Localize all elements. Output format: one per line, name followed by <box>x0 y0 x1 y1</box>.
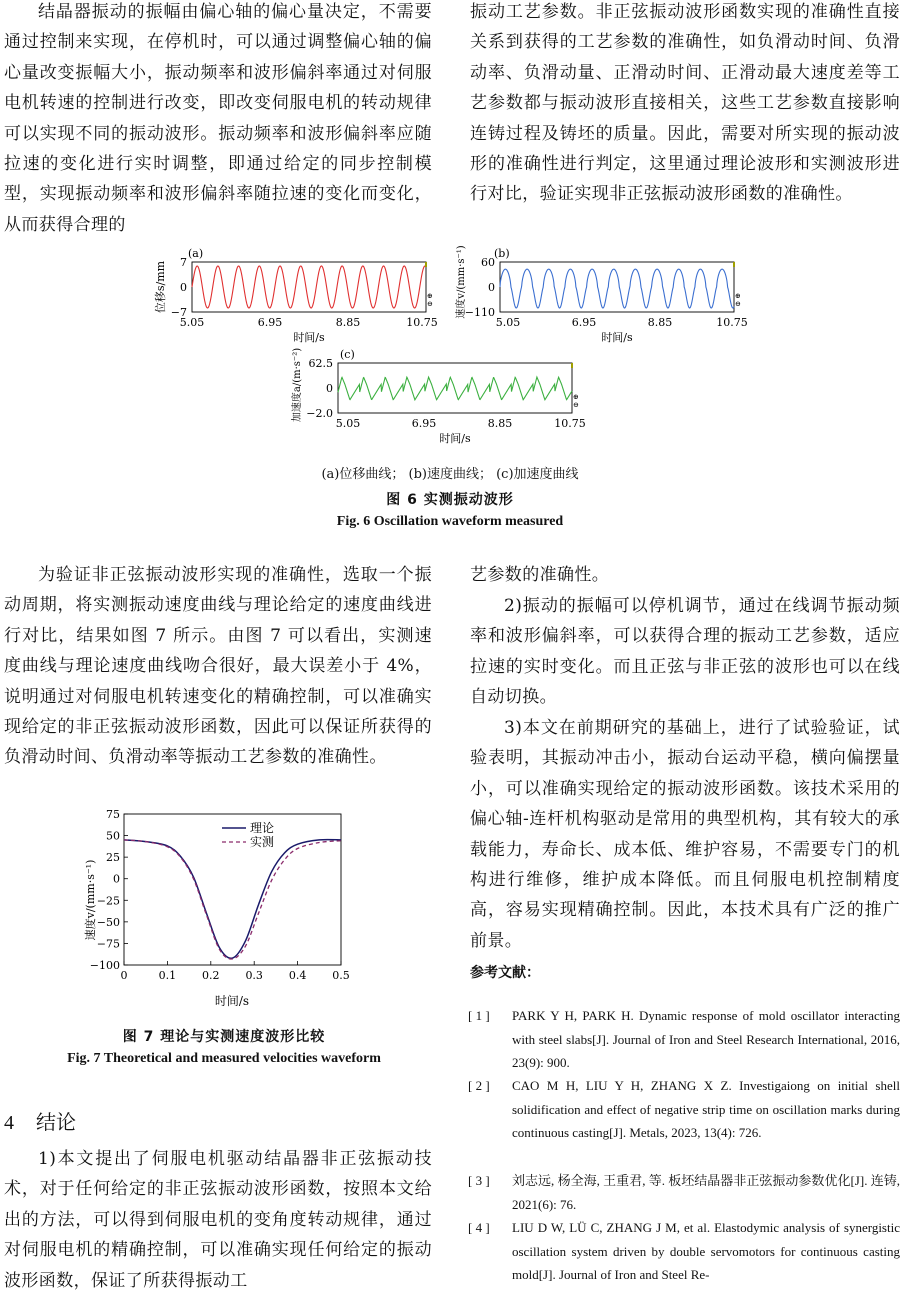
fig7-caption-zh: 图 7 理论与实测速度波形比较 <box>122 1029 326 1045</box>
svg-text:⊖: ⊖ <box>427 300 433 308</box>
fig6-acceleration-curve <box>338 377 572 400</box>
section-heading <box>4 1106 76 1135</box>
fig7-ytick-label: 0 <box>113 872 120 886</box>
fig7-xtick-label: 0.1 <box>158 969 177 982</box>
fig6-c-ytick-mid: 0 <box>326 382 333 395</box>
fig6-a-ylabel: 位移s/mm <box>154 260 167 314</box>
reference-item <box>468 1004 900 1075</box>
fig7-xtick-label: 0.4 <box>288 969 307 982</box>
fig7-xtick-label: 0.5 <box>332 969 350 982</box>
fig6-a-xtick-3: 10.75 <box>406 316 438 329</box>
reference-text: CAO M H, LIU Y H, ZHANG X Z. Investigaiong on initial shell solidification and effect of negative strip time on oscillation marks during continuous casting[J]. Metals, 2023, 13(4): 726. <box>512 1078 900 1141</box>
fig7-ytick-label: 75 <box>106 808 120 821</box>
reference-number: [ 4 ] <box>468 1220 490 1235</box>
fig6-c-xtick-3: 10.75 <box>554 417 586 430</box>
fig7-ytick-label: 25 <box>106 851 120 865</box>
fig6-panel-b <box>454 245 748 344</box>
fig7-caption-en: Fig. 7 Theoretical and measured velocities waveform <box>67 1051 381 1066</box>
fig6-a-xtick-2: 8.85 <box>335 316 361 329</box>
fig7-xlabel: 时间/s <box>214 994 250 1008</box>
fig6-displacement-curve <box>192 266 426 308</box>
svg-text:⊕: ⊕ <box>573 393 579 401</box>
fig6-panel-c-label: (c) <box>340 348 355 361</box>
reference-number: [ 1 ] <box>468 1008 490 1023</box>
fig7-ytick-label: −25 <box>96 894 120 908</box>
fig6-c-ytick-top: 62.5 <box>308 357 333 370</box>
reference-number: [ 3 ] <box>468 1173 490 1188</box>
fig6-a-ytick-bot: −7 <box>170 306 187 319</box>
fig7-ytick-label: −75 <box>96 937 120 951</box>
reference-text: PARK Y H, PARK H. Dynamic response of mold oscillator interacting with steel slabs[J]. Journal of Iron and Steel Research International, 2016, 23(9): 900. <box>512 1008 900 1071</box>
fig6-a-xtick-0: 5.05 <box>179 316 205 329</box>
fig6-c-xtick-0: 5.05 <box>335 417 361 430</box>
reference-item <box>468 1074 900 1145</box>
svg-text:⊖: ⊖ <box>573 401 579 409</box>
fig6-caption-en: Fig. 6 Oscillation waveform measured <box>336 514 564 529</box>
fig6-b-xtick-0: 5.05 <box>495 316 521 329</box>
fig6-c-xtick-1: 6.95 <box>411 417 437 430</box>
section-title: 结论 <box>36 1110 76 1134</box>
paragraph-left-top: 结晶器振动的振幅由偏心轴的偏心量决定，不需要通过控制来实现，在停机时，可以通过调整偏心轴的偏心量改变振幅大小，振动频率和波形偏斜率通过对伺服电机转速的控制进行改变，即改变伺服电机的转动规律可以实现不同的振动波形。振动频率和波形偏斜率应随拉速的变化进行实时调整，即通过给定的同步控制模型，实现振动频率和波形偏斜率随拉速的变化而变化，从而获得合理的 <box>4 2 432 235</box>
fig6-a-ytick-mid: 0 <box>180 281 187 294</box>
svg-text:⊕: ⊕ <box>735 292 741 300</box>
fig6-b-ytick-bot: −110 <box>464 306 495 319</box>
fig7-series-theory <box>124 840 341 959</box>
paragraph-left-mid: 为验证非正弦振动波形实现的准确性，选取一个振动周期，将实测振动速度曲线与理论给定的速度曲线进行对比，结果如图 7 所示。由图 7 可以看出，实测速度曲线与理论速度曲线吻合很好，最大误差小于 4%，说明通过对伺服电机转速变化的精确控制，可以准确实现给定的非正弦振动波形函数，因此可以保证所获得的负滑动时间、负滑动率等振动工艺参数的准确性。 <box>4 565 432 768</box>
references-title: 参考文献： <box>470 965 540 981</box>
fig6-velocity-curve <box>500 269 734 308</box>
fig6-a-xtick-1: 6.95 <box>257 316 283 329</box>
fig6-c-ylabel: 加速度a/(m·s⁻²) <box>292 347 303 423</box>
svg-text:⊕: ⊕ <box>427 292 433 300</box>
fig6-c-xtick-2: 8.85 <box>487 417 513 430</box>
figure-7-chart <box>0 800 440 1030</box>
fig7-xtick-label: 0.3 <box>245 969 263 982</box>
reference-number: [ 2 ] <box>468 1078 490 1093</box>
fig6-b-ytick-top: 60 <box>481 256 495 269</box>
fig6-b-xlabel: 时间/s <box>601 331 633 344</box>
paragraph-right-mid2: 2)振动的振幅可以停机调节，通过在线调节振动频率和波形偏斜率，可以获得合理的振动工艺参数，适应拉速的实时变化。而且正弦与非正弦的波形也可以在线自动切换。 <box>470 596 900 708</box>
fig7-ytick-label: 50 <box>106 829 120 843</box>
paragraph-left-bottom: 1)本文提出了伺服电机驱动结晶器非正弦振动技术，对于任何给定的非正弦振动波形函数，按照本文给出的方法，可以得到伺服电机的变角度转动规律，通过对伺服电机的精确控制，可以准确实现任何给定的振动波形函数，保证了所获得振动工 <box>4 1149 432 1291</box>
fig7-ytick-label: −50 <box>96 915 120 929</box>
fig6-c-xlabel: 时间/s <box>439 432 471 445</box>
fig7-ytick-label: −100 <box>89 959 120 972</box>
paragraph-right-mid1: 艺参数的准确性。 <box>470 565 610 585</box>
fig6-panel-a-label: (a) <box>188 247 204 260</box>
fig6-subcaption: (a)位移曲线； (b)速度曲线； (c)加速度曲线 <box>321 467 579 482</box>
svg-text:⊖: ⊖ <box>735 300 741 308</box>
fig7-xtick-label: 0.2 <box>202 969 220 982</box>
fig6-panel-a <box>153 247 438 344</box>
fig7-legend-theory: 理论 <box>250 821 275 835</box>
fig6-b-ylabel: 速度v/(mm·s⁻¹) <box>456 245 467 319</box>
fig7-legend-measured: 实测 <box>250 835 275 849</box>
section-number: 4 <box>4 1112 14 1134</box>
reference-item <box>468 1216 900 1287</box>
fig6-a-ytick-top: 7 <box>180 256 187 269</box>
fig6-b-ytick-mid: 0 <box>488 281 495 294</box>
fig6-caption-zh: 图 6 实测振动波形 <box>386 492 514 508</box>
fig6-a-xlabel: 时间/s <box>293 331 325 344</box>
fig6-panel-c <box>290 348 586 445</box>
reference-item <box>468 1169 900 1216</box>
fig7-xtick-label: 0 <box>120 969 128 982</box>
fig6-panel-b-label: (b) <box>494 247 510 260</box>
reference-text: LIU D W, LÜ C, ZHANG J M, et al. Elastodymic analysis of synergistic oscillation system driven by double servomotors for continuous casting mold[J]. Journal of Iron and Steel Re- <box>512 1220 900 1283</box>
paragraph-right-top: 振动工艺参数。非正弦振动波形函数实现的准确性直接关系到获得的工艺参数的准确性，如负滑动时间、负滑动率、负滑动量、正滑动时间、正滑动最大速度差等工艺参数都与振动波形直接相关，这些工艺参数直接影响连铸过程及铸坯的质量。因此，需要对所实现的振动波形的准确性进行判定，这里通过理论波形和实测波形进行对比，验证实现非正弦振动波形函数的准确性。 <box>470 2 900 205</box>
paragraph-right-mid3: 3)本文在前期研究的基础上，进行了试验验证，试验表明，其振动冲击小，振动台运动平稳，横向偏摆量小，可以准确实现给定的振动波形函数。该技术采用的偏心轴-连杆机构驱动是常用的典型机构，其有较大的承载能力，寿命长、成本低、维护容易，不需要专门的机构进行维修，维护成本降低。而且伺服电机控制精度高，容易实现精确控制。因此，本技术具有广泛的推广前景。 <box>470 718 900 951</box>
fig6-b-xtick-3: 10.75 <box>716 316 748 329</box>
fig6-c-ytick-bot: −2.0 <box>306 407 333 420</box>
fig7-ylabel: 速度v/(mm·s⁻¹) <box>84 859 97 941</box>
fig6-b-xtick-2: 8.85 <box>647 316 673 329</box>
reference-text: 刘志远, 杨全海, 王重君, 等. 板坯结晶器非正弦振动参数优化[J]. 连铸, 2021(6): 76. <box>512 1173 900 1212</box>
fig7-plot-frame <box>124 814 341 965</box>
fig6-b-xtick-1: 6.95 <box>571 316 597 329</box>
fig7-series-measured <box>124 840 341 959</box>
